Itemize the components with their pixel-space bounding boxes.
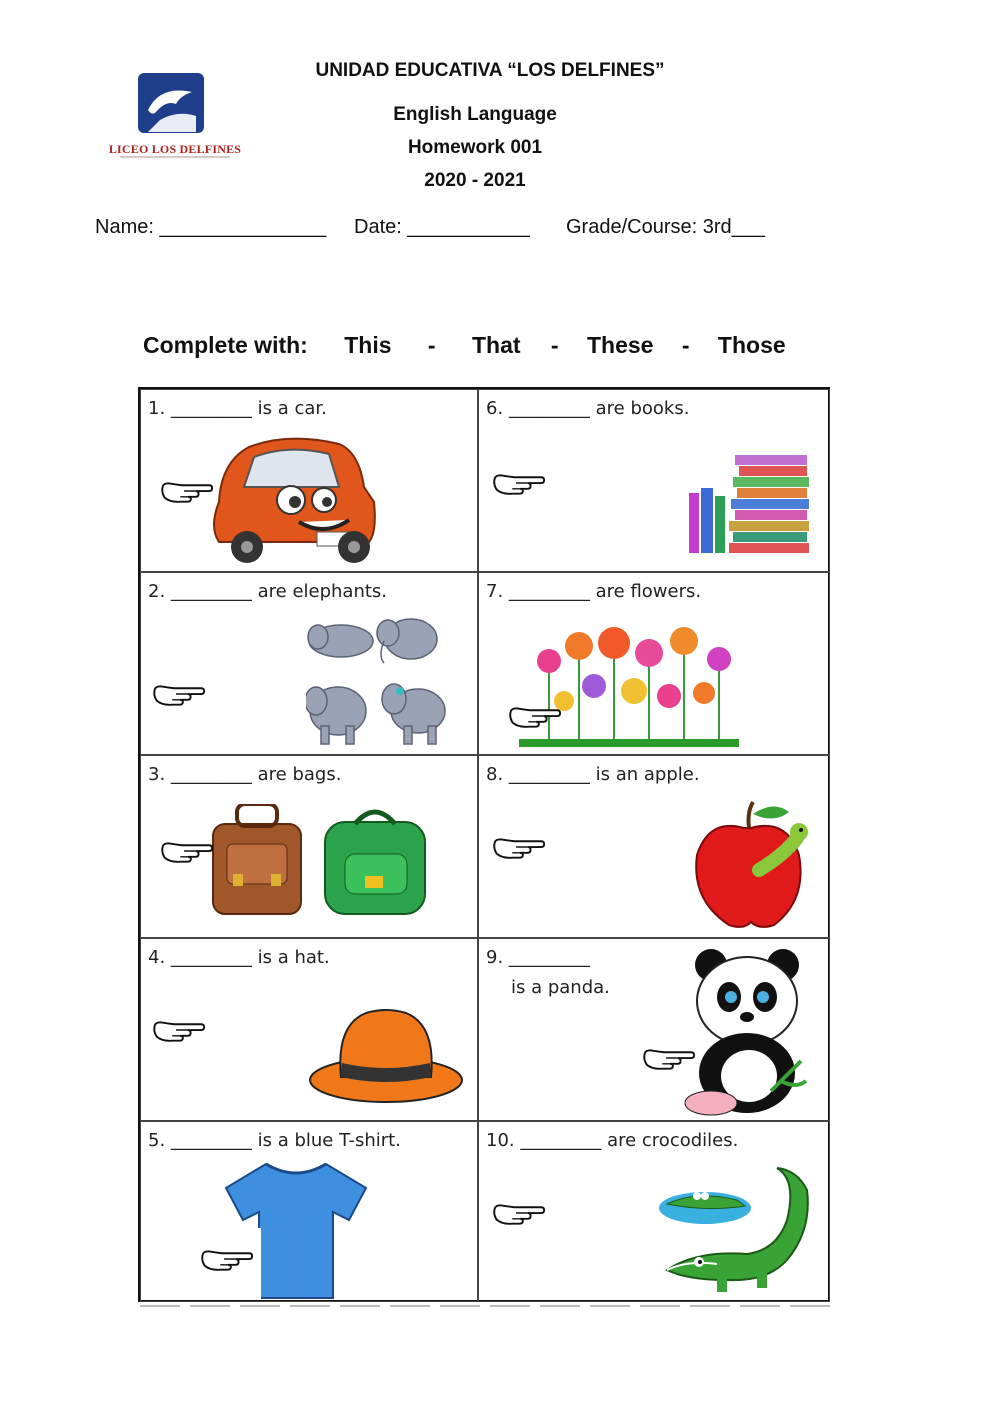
logo-tagline: [120, 156, 230, 158]
exercise-10-text[interactable]: 10. _________ are crocodiles.: [486, 1130, 739, 1151]
school-logo: [100, 70, 250, 160]
pointing-hand-icon: [151, 1017, 207, 1045]
hat-icon: [306, 1005, 466, 1105]
pointing-hand-icon: [199, 1246, 255, 1274]
apple-icon: [689, 800, 819, 932]
instructions-label: Complete with:: [143, 332, 308, 358]
exercise-4: [140, 938, 478, 1121]
homework-title: Homework 001: [407, 137, 543, 158]
exercise-6: [478, 389, 830, 572]
bottom-border-fragment: [140, 1303, 830, 1309]
exercise-7-text[interactable]: 7. _________ are flowers.: [486, 581, 702, 602]
elephants-icon: [306, 611, 451, 751]
exercise-9-text[interactable]: 9. _________: [486, 947, 590, 968]
word-that: That: [471, 332, 521, 358]
exercise-3: [140, 755, 478, 938]
exercise-5: [140, 1121, 478, 1302]
name-field[interactable]: Name: _______________: [95, 216, 327, 238]
word-these: These: [586, 332, 654, 358]
exercise-8: [478, 755, 830, 938]
pointing-hand-icon: [507, 703, 563, 731]
exercise-6-text[interactable]: 6. _________ are books.: [486, 398, 690, 419]
subject-title: English Language: [393, 104, 557, 125]
instructions: [143, 332, 786, 359]
pointing-hand-icon: [491, 834, 547, 862]
exercise-10: [478, 1121, 830, 1302]
pointing-hand-icon: [641, 1045, 697, 1073]
exercise-9: [478, 938, 830, 1121]
crocodiles-icon: [657, 1160, 825, 1300]
word-those: Those: [717, 332, 786, 358]
exercise-1: [140, 389, 478, 572]
school-year: 2020 - 2021: [424, 170, 526, 191]
bags-icon: [205, 804, 430, 916]
school-name: UNIDAD EDUCATIVA “LOS DELFINES”: [315, 60, 665, 81]
word-this: This: [344, 332, 392, 358]
date-field[interactable]: Date: ___________: [354, 216, 530, 238]
exercise-3-text[interactable]: 3. _________ are bags.: [148, 764, 342, 785]
exercise-5-text[interactable]: 5. _________ is a blue T-shirt.: [148, 1130, 401, 1151]
exercise-1-text[interactable]: 1. _________ is a car.: [148, 398, 327, 419]
logo-text: LICEO LOS DELFINES: [108, 142, 242, 156]
pointing-hand-icon: [491, 470, 547, 498]
exercise-9-text-cont: is a panda.: [511, 977, 610, 998]
exercise-grid: [138, 387, 830, 1302]
separator: -: [550, 332, 559, 358]
pointing-hand-icon: [491, 1200, 547, 1228]
exercise-2: [140, 572, 478, 755]
separator: -: [427, 332, 436, 358]
flowers-icon: [519, 621, 749, 751]
books-icon: [685, 448, 815, 558]
exercise-4-text[interactable]: 4. _________ is a hat.: [148, 947, 330, 968]
pointing-hand-icon: [159, 838, 215, 866]
exercise-7: [478, 572, 830, 755]
dolphin-logo-icon: [100, 70, 250, 140]
grade-field[interactable]: Grade/Course: 3rd___: [566, 216, 766, 238]
pointing-hand-icon: [151, 681, 207, 709]
exercise-2-text[interactable]: 2. _________ are elephants.: [148, 581, 388, 602]
car-icon: [199, 432, 389, 567]
tshirt-icon: [221, 1160, 371, 1300]
exercise-8-text[interactable]: 8. _________ is an apple.: [486, 764, 700, 785]
panda-icon: [671, 941, 821, 1119]
separator: -: [681, 332, 690, 358]
